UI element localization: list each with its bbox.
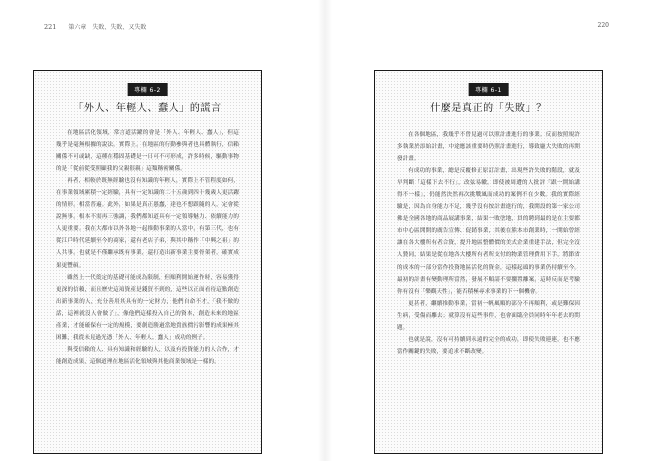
paragraph: 在地區活化領域，常言道活躍的會是「外人、年輕人、蠢人」，但這幾乎是毫無根據的說法。實際上，在地區的行動參與者也具體執行，信賴關係不可或缺，這種在穩固基礎是一日可不可形成，許多時候，驅動事物的是「從前從受照顧我的父親很親」這類稱密關係。 <box>56 130 239 173</box>
column-box-6-2 <box>33 70 262 454</box>
column-tag: 專欄 6-1 <box>468 83 509 96</box>
column-title: 什麼是真正的「失敗」？ <box>430 103 547 114</box>
paragraph: 與受信賴的人、具有知識和經驗的人，以及有投資能力的人合作，才能創造成果，這個道理在地區活化領域與其他商業領域是一樣的。 <box>56 346 239 365</box>
left-running-title: 第六章 失敗、失敗、又失敗 <box>68 24 147 31</box>
paragraph: 再者，相較於既無經驗也沒有知識的年輕人，實際上不管程度如何，在事業領域累積一定經驗，具有一定知識的二十五歲到四十幾歲人更活躍的情形，相當普遍。此外，如果是真正愚蠢，達也不想跟隨的人，定會從說無事，根本不需再三強調，我們都知道具有一定領導魅力、依續能力的人更重要。我在大都市以外各地一起推動事業的人當中，有第三代，也有從江戶時代延續至今的商家，還有老店子弟，與其中稱作「中興之祖」的人共事，也就是不僅繼承既有事業，還打造出新事業主要骨架者，確實成果更豐碩。 <box>56 178 239 269</box>
column-body <box>56 127 239 368</box>
column-body <box>397 129 580 358</box>
column-box-6-1 <box>374 70 603 454</box>
paragraph: 在各個地區，我幾乎不曾見過可以照計畫進行的事業。反而按照規許多執業於添始計畫，中途應該重要時仍照計畫進行，導致龐大失敗的再開發計畫。 <box>397 132 580 163</box>
left-running-header <box>44 22 146 31</box>
book-gutter <box>318 0 332 461</box>
paragraph: 雖然上一代奠定的基礎可能成為限制，但順利開始運作時，容易獲得更深的信賴，而且歷史這項資產是錢買不到的，這些以正面看待這點創造出新事業的人，充分善用其具有的一定財力，他們自命不才，「我不做的話，這裡就沒人會做了」，像他們這樣投入自己的資本，創造未來的地區產業，才能確保有一定的規模，要創造勝過當地貴族價污影響的成果極其困難，我從未見過光憑「外人、年輕人、蠢人」成功的例子。 <box>56 274 239 341</box>
paragraph: 也就是說，沒有可持續到永遠的完全的成功，即使失敗連連，也不應當作關鍵的失敗，要追求不斷改變。 <box>397 336 580 355</box>
right-page <box>325 0 650 461</box>
paragraph: 更甚者，繼續推動事業，當初一帆風順的部分不再順利，或是難保因生病，受傷而離去；就算沒有這些事件，也會面臨全員同時年年老去的問題。 <box>397 300 580 331</box>
column-title: 「外人、年輕人、蠢人」的謊言 <box>73 103 222 114</box>
column-tag: 專欄 6-2 <box>127 83 168 96</box>
left-page-number: 221 <box>44 23 57 31</box>
right-page-number: 220 <box>597 22 609 29</box>
paragraph: 有成功的事業，總是反覆修正原訂計畫，出現些許失敗的階段，就及早判斷「這樣下去不行」，改弦易轍。即使被周遭的人批評「跟一開始講得不一樣」，仍能然決然再次挑戰風而成功的案例不在少數。我的實際經驗是，因為自身能力不足，幾乎沒有按計畫進行的，我開設的第一家公司佛是全國各地的商品展講事業，結果一敗塗地，員的聘到最的是在主要都市中心區開開的廣告宣傳、促銷事業，其後在熊本市創業時，一開始曾經讓在各大樓所有者合資，提升地區整體價的美式企業重建手法，但完全沒人贊同，結果是從在地各大樓所有者所支付的物業管理費用下手，將節省的成本的一部分當作投資地區活化的資金，這樣起頭的事業仍持續至今。最初的計畫有變動理所當然，發展不順請不要擱置離案，這時反而是考驗你有沒有「樂觀天性」，能否積極尋求事業的下一個機會。 <box>397 168 580 295</box>
